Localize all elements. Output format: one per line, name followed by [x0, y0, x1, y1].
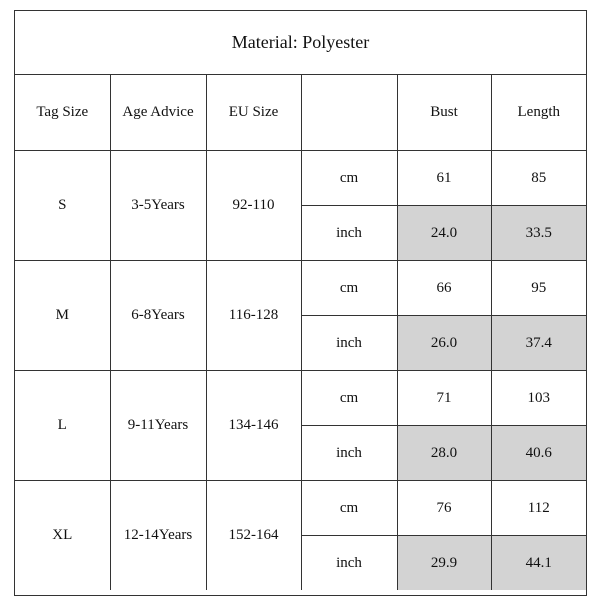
length-cell: 103 [491, 371, 586, 426]
table-row [15, 261, 586, 316]
tag-size-cell: XL [15, 481, 110, 591]
unit-cell: inch [301, 536, 397, 591]
bust-cell: 24.0 [397, 206, 491, 261]
length-cell: 85 [491, 151, 586, 206]
unit-cell: inch [301, 206, 397, 261]
header-length: Length [491, 75, 586, 151]
header-eu-size: EU Size [206, 75, 301, 151]
length-cell: 95 [491, 261, 586, 316]
eu-size-cell: 152-164 [206, 481, 301, 591]
unit-cell: cm [301, 481, 397, 536]
table-title: Material: Polyester [15, 11, 586, 75]
bust-cell: 61 [397, 151, 491, 206]
tag-size-cell: L [15, 371, 110, 481]
age-advice-cell: 6-8Years [110, 261, 206, 371]
length-cell: 44.1 [491, 536, 586, 591]
size-table [15, 11, 586, 590]
header-unit [301, 75, 397, 151]
header-tag-size: Tag Size [15, 75, 110, 151]
unit-cell: cm [301, 261, 397, 316]
header-bust: Bust [397, 75, 491, 151]
bust-cell: 28.0 [397, 426, 491, 481]
age-advice-cell: 12-14Years [110, 481, 206, 591]
unit-cell: inch [301, 316, 397, 371]
age-advice-cell: 3-5Years [110, 151, 206, 261]
length-cell: 37.4 [491, 316, 586, 371]
header-row [15, 75, 586, 151]
eu-size-cell: 134-146 [206, 371, 301, 481]
eu-size-cell: 92-110 [206, 151, 301, 261]
length-cell: 112 [491, 481, 586, 536]
length-cell: 40.6 [491, 426, 586, 481]
unit-cell: cm [301, 151, 397, 206]
unit-cell: inch [301, 426, 397, 481]
header-age-advice: Age Advice [110, 75, 206, 151]
bust-cell: 66 [397, 261, 491, 316]
bust-cell: 26.0 [397, 316, 491, 371]
tag-size-cell: S [15, 151, 110, 261]
unit-cell: cm [301, 371, 397, 426]
size-chart [14, 10, 587, 596]
eu-size-cell: 116-128 [206, 261, 301, 371]
bust-cell: 29.9 [397, 536, 491, 591]
table-row [15, 371, 586, 426]
bust-cell: 76 [397, 481, 491, 536]
age-advice-cell: 9-11Years [110, 371, 206, 481]
tag-size-cell: M [15, 261, 110, 371]
length-cell: 33.5 [491, 206, 586, 261]
table-row [15, 481, 586, 536]
bust-cell: 71 [397, 371, 491, 426]
table-row [15, 151, 586, 206]
